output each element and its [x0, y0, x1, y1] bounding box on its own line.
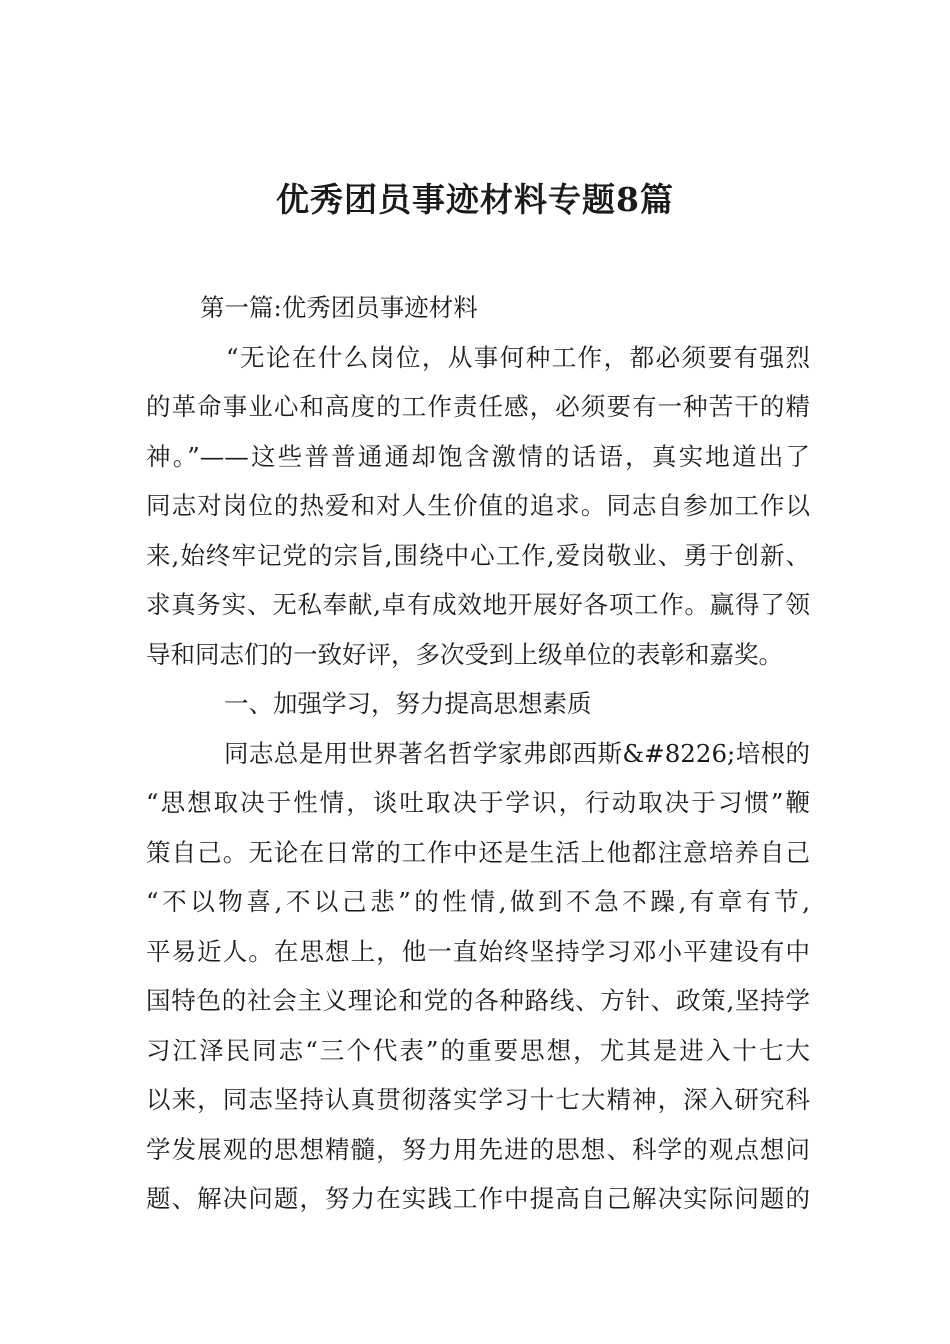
- body-line: 题、解决问题，努力在实践工作中提高自己解决实际问题的: [146, 1184, 810, 1213]
- section-heading-2: 一、加强学习，努力提高思想素质: [224, 689, 592, 718]
- body-line: 平易近人。在思想上，他一直始终坚持学习邓小平建设有中: [146, 936, 810, 966]
- body-line: 策自己。无论在日常的工作中还是生活上他都注意培养自己: [146, 837, 810, 867]
- body-line: 导和同志们的一致好评，多次受到上级单位的表彰和嘉奖。: [146, 639, 783, 669]
- document-body: [146, 283, 810, 1224]
- section-heading-1: 第一篇:优秀团员事迹材料: [200, 293, 478, 322]
- body-line: 的革命事业心和高度的工作责任感，必须要有一种苦干的精: [146, 392, 810, 421]
- document-title: 优秀团员事迹材料专题8篇: [276, 180, 674, 219]
- body-line: 习江泽民同志“三个代表”的重要思想，尤其是进入十七大: [146, 1035, 810, 1065]
- body-line: “思想取决于性情，谈吐取决于学识，行动取决于习惯”鞭: [146, 788, 810, 817]
- body-line: 同志对岗位的热爱和对人生价值的追求。同志自参加工作以: [146, 491, 810, 520]
- body-line: 国特色的社会主义理论和党的各种路线、方针、政策,坚持学: [146, 986, 810, 1015]
- body-line: “不以物喜,不以己悲”的性情,做到不急不躁,有章有节,: [146, 887, 810, 916]
- body-line: “无论在什么岗位，从事何种工作，都必须要有强烈: [226, 342, 810, 372]
- body-line: 同志总是用世界著名哲学家弗郎西斯&#8226;培根的: [224, 738, 810, 768]
- body-line: 神。”——这些普普通通却饱含激情的话语，真实地道出了: [146, 441, 810, 471]
- body-line: 以来，同志坚持认真贯彻落实学习十七大精神，深入研究科: [146, 1085, 810, 1114]
- body-line: 求真务实、无私奉献,卓有成效地开展好各项工作。赢得了领: [146, 590, 810, 619]
- body-line: 学发展观的思想精髓，努力用先进的思想、科学的观点想问: [146, 1134, 810, 1164]
- body-line: 来,始终牢记党的宗旨,围绕中心工作,爱岗敬业、勇于创新、: [146, 540, 810, 570]
